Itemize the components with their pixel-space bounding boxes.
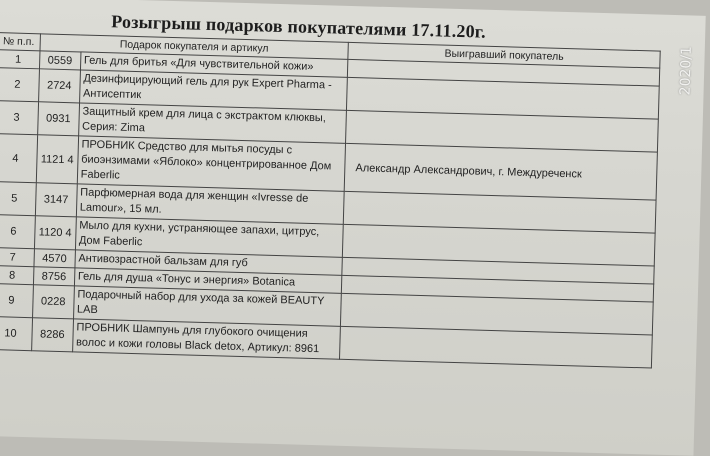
row-winner: Александр Александрович, г. Междуреченск (344, 143, 657, 200)
row-number: 9 (0, 284, 33, 318)
document-title: Розыгрыш подарков покупателями 17.11.20г. (111, 11, 487, 42)
row-gift-name: ПРОБНИК Средство для мытья посуды с биоэнзимами «Яблоко» концентрированное Дом Faberlic (77, 136, 346, 191)
row-number: 8 (0, 266, 34, 285)
row-number: 7 (0, 248, 34, 267)
row-number: 6 (0, 215, 35, 249)
row-article-code: 1121 4 (36, 135, 78, 184)
date-stamp: 2020/1 (677, 45, 695, 96)
gifts-table (0, 32, 661, 368)
row-gift-name: Гель для душа «Тонус и энергия» Botanica (74, 268, 342, 293)
row-number: 4 (0, 134, 37, 183)
row-number: 10 (0, 317, 32, 351)
header-winner: Выигравший покупатель (348, 42, 660, 68)
row-number: 3 (0, 101, 38, 135)
row-article-code: 0559 (39, 51, 80, 70)
row-article-code: 4570 (34, 249, 75, 268)
row-number: 1 (0, 50, 40, 69)
header-gift: Подарок покупателя и артикул (40, 34, 349, 60)
row-gift-name: Парфюмерная вода для женщин «Ivresse de Lamour», 15 мл. (76, 184, 344, 224)
header-number: № п.п. (0, 33, 40, 51)
row-gift-name: ПРОБНИК Шампунь для глубокого очищения волос и кожи головы Black detox, Артикул: 8961 (72, 319, 340, 359)
row-number: 5 (0, 182, 36, 216)
row-article-code: 8756 (33, 267, 74, 286)
row-gift-name: Мыло для кухни, устраняющее запахи, цитрус, Дом Faberlic (75, 217, 343, 257)
row-gift-name: Дезинфицирующий гель для рук Expert Pharma - Антисептик (79, 70, 347, 110)
row-number: 2 (0, 68, 39, 102)
row-article-code: 0228 (32, 285, 74, 319)
row-gift-name: Гель для бритья «Для чувствительной кожи» (80, 52, 348, 77)
row-gift-name: Подарочный набор для ухода за кожей BEAUTY LAB (73, 286, 341, 326)
row-article-code: 2724 (38, 69, 80, 103)
row-gift-name: Антивозрастной бальзам для губ (75, 250, 343, 275)
row-article-code: 3147 (35, 183, 77, 217)
row-article-code: 8286 (31, 318, 73, 352)
row-article-code: 0931 (37, 102, 79, 136)
row-article-code: 1120 4 (34, 216, 76, 250)
row-gift-name: Защитный крем для лица с экстрактом клюквы, Серия: Zima (78, 103, 346, 143)
